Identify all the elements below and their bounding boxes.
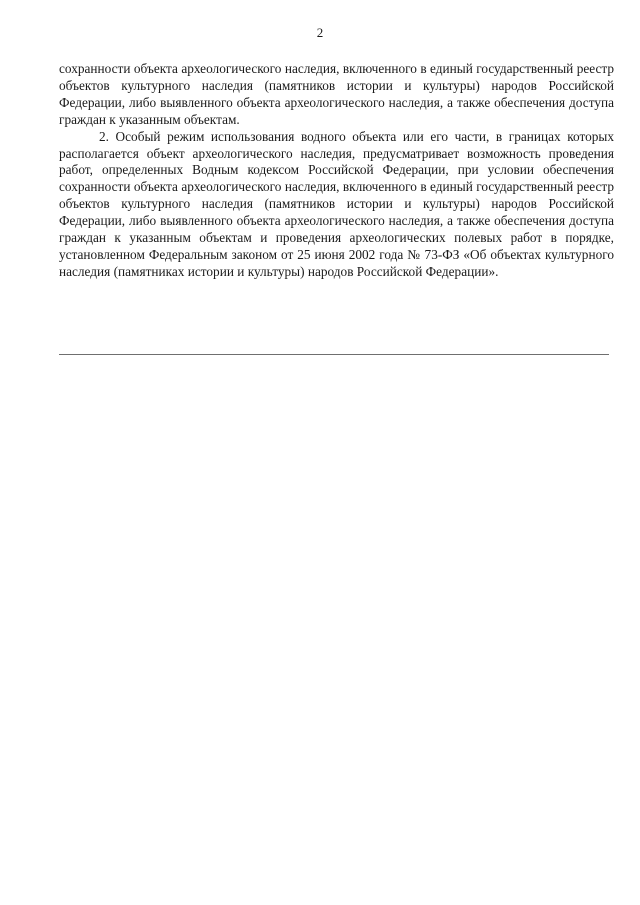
- paragraph-continuation: сохранности объекта археологического наследия, включенного в единый государственный реестр объектов культурного наследия (памятников истории и культуры) народов Российской Федерации, либо выявленного объекта археологического наследия, а также обеспечения доступа граждан к указанным объектам.: [59, 61, 614, 127]
- page-number: 2: [316, 25, 324, 40]
- end-of-text-rule: [59, 354, 609, 355]
- document-body: [59, 61, 614, 281]
- paragraph-2: 2. Особый режим использования водного объекта или его части, в границах которых располагается объект археологического наследия, предусматривает возможность проведения работ, определенных Водным кодексом Российской Федерации, при условии обеспечения сохранности объекта археологического наследия, включенного в единый государственный реестр объектов культурного наследия (памятников истории и культуры) народов Российской Федерации, либо выявленного объекта археологического наследия, а также обеспечения доступа граждан к указанным объектам и проведения археологических полевых работ в порядке, установленном Федеральным законом от 25 июня 2002 года № 73-ФЗ «Об объектах культурного наследия (памятниках истории и культуры) народов Российской Федерации».: [59, 128, 614, 279]
